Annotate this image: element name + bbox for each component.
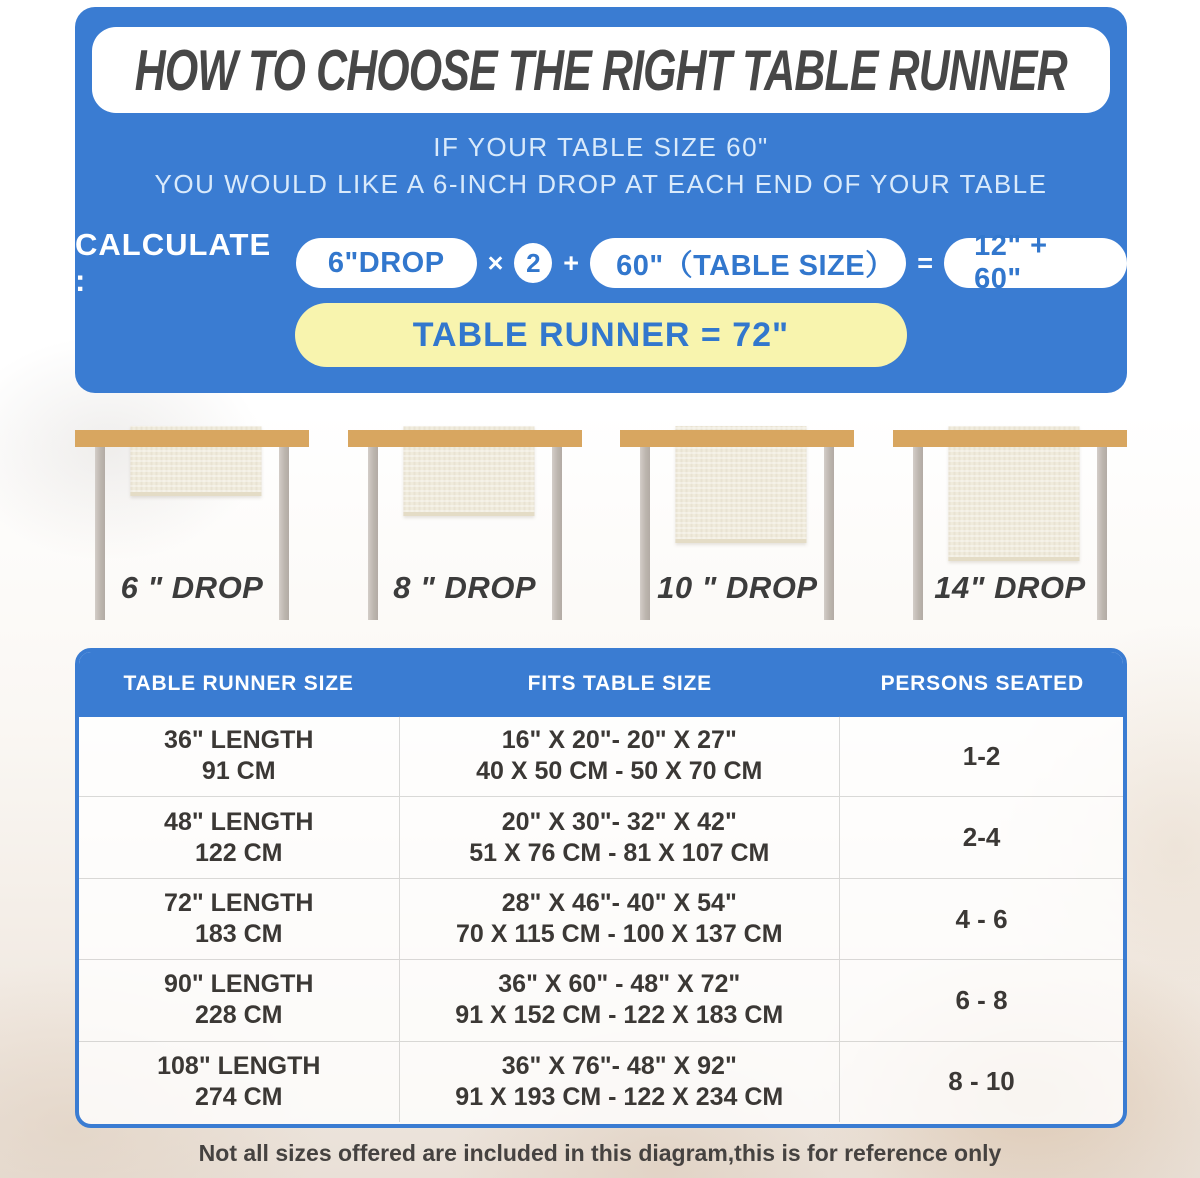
runner-size-cell [79,716,400,796]
fits-inches: 16" X 20"- 20" X 27" [501,726,737,755]
drop-label: 6 " DROP [120,570,264,605]
fits-inches: 28" X 46"- 40" X 54" [501,889,737,918]
fits-cm: 51 X 76 CM - 81 X 107 CM [469,838,770,867]
table-row [79,716,1123,796]
multiplier-badge: 2 [514,243,552,283]
table-figure-14in-drop [893,430,1127,622]
formula-row [75,227,1127,298]
length-cm: 91 CM [201,757,276,786]
fits-size-cell [400,960,841,1040]
persons-cell [840,797,1123,877]
table-figure-10in-drop [620,430,854,622]
table-row [79,796,1123,877]
persons-seated: 4 - 6 [955,903,1008,934]
length-inches: 72" LENGTH [164,889,314,918]
length-cm: 228 CM [194,1001,283,1030]
footnote: Not all sizes offered are included in this diagram,this is for reference only [198,1140,1002,1166]
page-title: HOW TO CHOOSE THE RIGHT TABLE RUNNER [134,38,1068,102]
persons-cell [840,1042,1123,1122]
tabletop [893,430,1127,447]
table-row [79,878,1123,959]
hero-subtitles [75,129,1127,203]
table-row [79,959,1123,1040]
fits-inches: 36" X 76"- 48" X 92" [501,1051,737,1080]
fits-cm: 91 X 152 CM - 122 X 183 CM [455,1001,784,1030]
tabletop [620,430,854,447]
length-cm: 274 CM [194,1082,283,1111]
calculate-label: CALCULATE : [75,227,272,298]
table-figure-8in-drop [348,430,582,622]
drop-examples-row [75,430,1127,622]
tabletop [348,430,582,447]
column-header-runner-size: TABLE RUNNER SIZE [123,672,354,695]
length-inches: 90" LENGTH [164,970,314,999]
persons-seated: 1-2 [962,740,1001,771]
table-row [79,1041,1123,1122]
size-chart-header [78,651,1124,717]
title-box [92,27,1110,113]
fits-cm: 40 X 50 CM - 50 X 70 CM [476,757,763,786]
runner-size-cell [79,879,400,959]
times-sign: × [487,247,504,278]
length-inches: 48" LENGTH [164,807,314,836]
tabletop [75,430,309,447]
persons-cell [840,960,1123,1040]
runner-size-cell [79,797,400,877]
table-figure-6in-drop [75,430,309,622]
persons-seated: 8 - 10 [948,1066,1015,1097]
size-chart-body [79,716,1123,1122]
fits-inches: 36" X 60" - 48" X 72" [498,970,741,999]
drop-label: 10 " DROP [657,570,818,605]
fits-size-cell [400,879,841,959]
persons-cell [840,879,1123,959]
drop-value-pill: 6"DROP [296,238,477,288]
fits-size-cell [400,1042,841,1122]
persons-seated: 2-4 [962,822,1001,853]
sum-pill: 12" + 60" [944,238,1127,288]
length-cm: 183 CM [194,920,283,949]
runner-size-cell [79,960,400,1040]
fits-inches: 20" X 30"- 32" X 42" [501,807,737,836]
runner-size-cell [79,1042,400,1122]
subtitle-line-1: IF YOUR TABLE SIZE 60" [433,132,769,162]
drop-label: 8 " DROP [393,570,537,605]
equals-sign: = [917,247,934,278]
fits-size-cell [400,716,841,796]
subtitle-line-2: YOU WOULD LIKE A 6-INCH DROP AT EACH END OF YOUR TABLE [154,169,1048,199]
result-pill: TABLE RUNNER = 72" [295,303,907,367]
fits-size-cell [400,797,841,877]
persons-cell [840,716,1123,796]
column-header-fits-table: FITS TABLE SIZE [527,672,712,695]
hero-panel [75,7,1127,393]
table-size-pill: 60"（TABLE SIZE） [590,238,906,288]
persons-seated: 6 - 8 [955,984,1008,1015]
fits-cm: 70 X 115 CM - 100 X 137 CM [456,920,783,949]
plus-sign: + [563,247,580,278]
length-cm: 122 CM [194,838,283,867]
size-chart-panel [75,648,1127,1128]
drop-label: 14" DROP [934,570,1086,605]
column-header-persons: PERSONS SEATED [880,672,1084,695]
fits-cm: 91 X 193 CM - 122 X 234 CM [455,1082,784,1111]
length-inches: 36" LENGTH [164,726,314,755]
length-inches: 108" LENGTH [157,1051,321,1080]
